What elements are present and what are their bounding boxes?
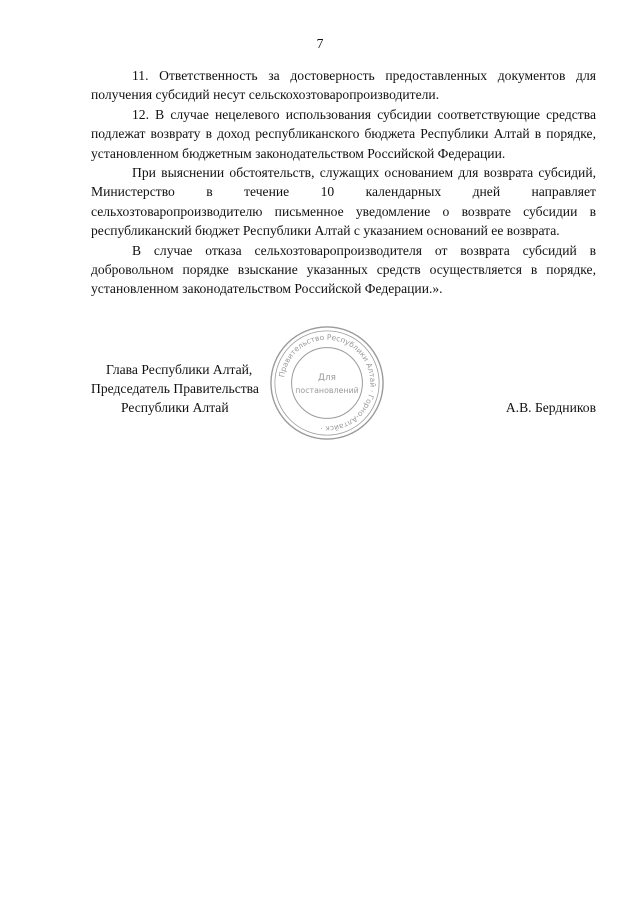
page-number: 7	[316, 36, 324, 51]
paragraph-11: 11. Ответственность за достоверность предоставленных документов для получения субсидий несут сельскохозтоваропроизводители.	[91, 68, 596, 103]
official-seal-stamp	[268, 324, 386, 442]
body-text	[91, 66, 596, 299]
paragraph-12: 12. В случае нецелевого использования субсидии соответствующие средства подлежат возврату в доход республиканского бюджета Республики Алтай в порядке, установленном бюджетным законодательством Российской Федерации.	[91, 106, 596, 161]
signer-name: А.В. Бердников	[505, 400, 596, 415]
seal-center-line-2: постановлений	[295, 385, 359, 395]
seal-center-line-1: Для	[318, 373, 336, 384]
signer-title-line-1: Глава Республики Алтай,	[106, 362, 253, 377]
seal-ring-text: Правительство Республики Алтай · Горно-Алтайск ·	[277, 332, 378, 434]
paragraph-refusal: В случае отказа сельхозтоваропроизводителя от возврата субсидий в добровольном порядке взыскание указанных средств осуществляется в порядке, установленном законодательством Российской Федерации.».	[91, 242, 596, 297]
signer-title-line-2: Председатель Правительства	[91, 381, 259, 396]
signer-title-line-3: Республики Алтай	[121, 400, 229, 415]
seal-graphic	[268, 324, 386, 442]
paragraph-return-notice: При выяснении обстоятельств, служащих основанием для возврата субсидий, Министерство в течение 10 календарных дней направляет сельхозтоваропроизводителю письменное уведомление о возврате субсидии в республиканский бюджет Республики Алтай с указанием оснований ее возврата.	[91, 165, 596, 239]
